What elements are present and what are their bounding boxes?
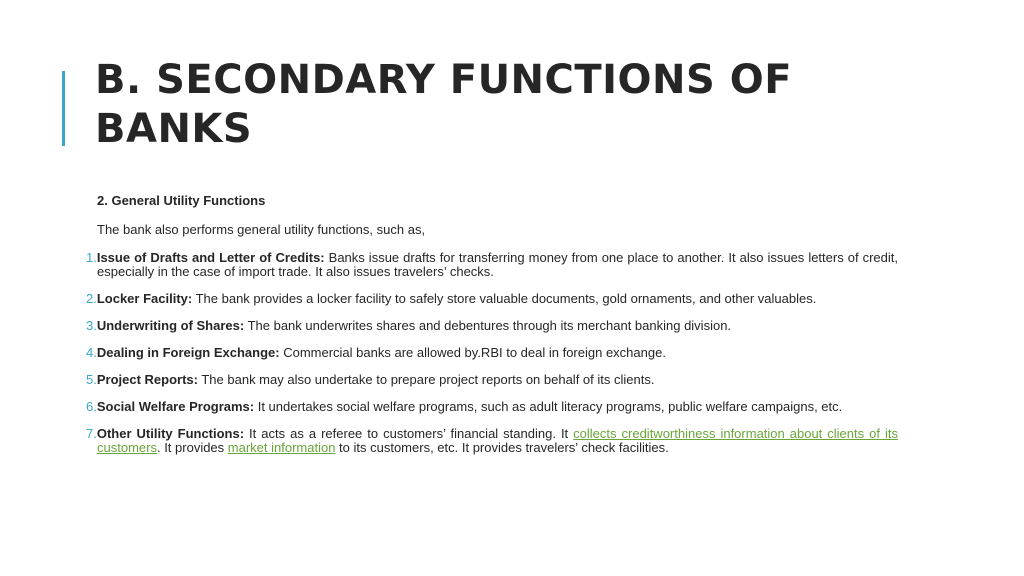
list-item-text: It acts as a referee to customers’ financial standing. It xyxy=(244,426,574,441)
list-item xyxy=(86,251,898,279)
list-item-text: It undertakes social welfare programs, such as adult literacy programs, public welfare campaigns, etc. xyxy=(254,399,843,414)
list-item-label: Dealing in Foreign Exchange: xyxy=(96,345,280,360)
list-item xyxy=(86,292,898,306)
slide-title-line-2: BANKS xyxy=(95,106,253,152)
list-item-number: 6. xyxy=(86,399,97,414)
list-item xyxy=(86,319,898,333)
list-item-label: Project Reports: xyxy=(96,372,198,387)
list-item-label: Other Utility Functions: xyxy=(96,426,245,441)
list-item xyxy=(86,373,898,387)
list-item xyxy=(86,346,898,360)
creditworthiness-info-link[interactable]: collects creditworthiness information about clients of its customers xyxy=(97,426,898,455)
list-item-text: The bank provides a locker facility to safely store valuable documents, gold ornaments, and other valuables. xyxy=(192,291,817,306)
list-item-label: Social Welfare Programs: xyxy=(96,399,255,414)
list-item-label: Issue of Drafts and Letter of Credits: xyxy=(96,250,325,265)
list-item-text: The bank underwrites shares and debentures through its merchant banking division. xyxy=(244,318,732,333)
list-item-number: 7. xyxy=(86,426,97,441)
list-item-number: 2. xyxy=(86,291,97,306)
list-item-number: 1. xyxy=(86,250,97,265)
list-item-number: 3. xyxy=(86,318,97,333)
list-item-text: to its customers, etc. It provides travelers’ check facilities. xyxy=(335,440,669,455)
list-item-text: The bank may also undertake to prepare project reports on behalf of its clients. xyxy=(197,372,655,387)
list-item-label: Locker Facility: xyxy=(96,291,193,306)
slide-title xyxy=(95,56,915,154)
section-subheading: 2. General Utility Functions xyxy=(97,193,266,208)
intro-text: The bank also performs general utility functions, such as, xyxy=(97,222,426,237)
list-item-number: 4. xyxy=(86,345,97,360)
slide-title-line-1: B. SECONDARY FUNCTIONS OF xyxy=(95,57,793,103)
slide-content xyxy=(86,193,898,468)
market-information-link[interactable]: market information xyxy=(227,440,336,455)
list-item-text: . It provides xyxy=(156,440,228,455)
list-item-label: Underwriting of Shares: xyxy=(96,318,245,333)
list-item xyxy=(86,427,898,455)
list-item-text: Commercial banks are allowed by.RBI to deal in foreign exchange. xyxy=(279,345,666,360)
list-item-text: Banks issue drafts for transferring money from one place to another. It also issues letters of credit, especially in the case of import trade. It also issues travelers’ checks. xyxy=(97,250,898,279)
list-item xyxy=(86,400,898,414)
title-accent-bar xyxy=(62,71,65,146)
list-item-number: 5. xyxy=(86,372,97,387)
